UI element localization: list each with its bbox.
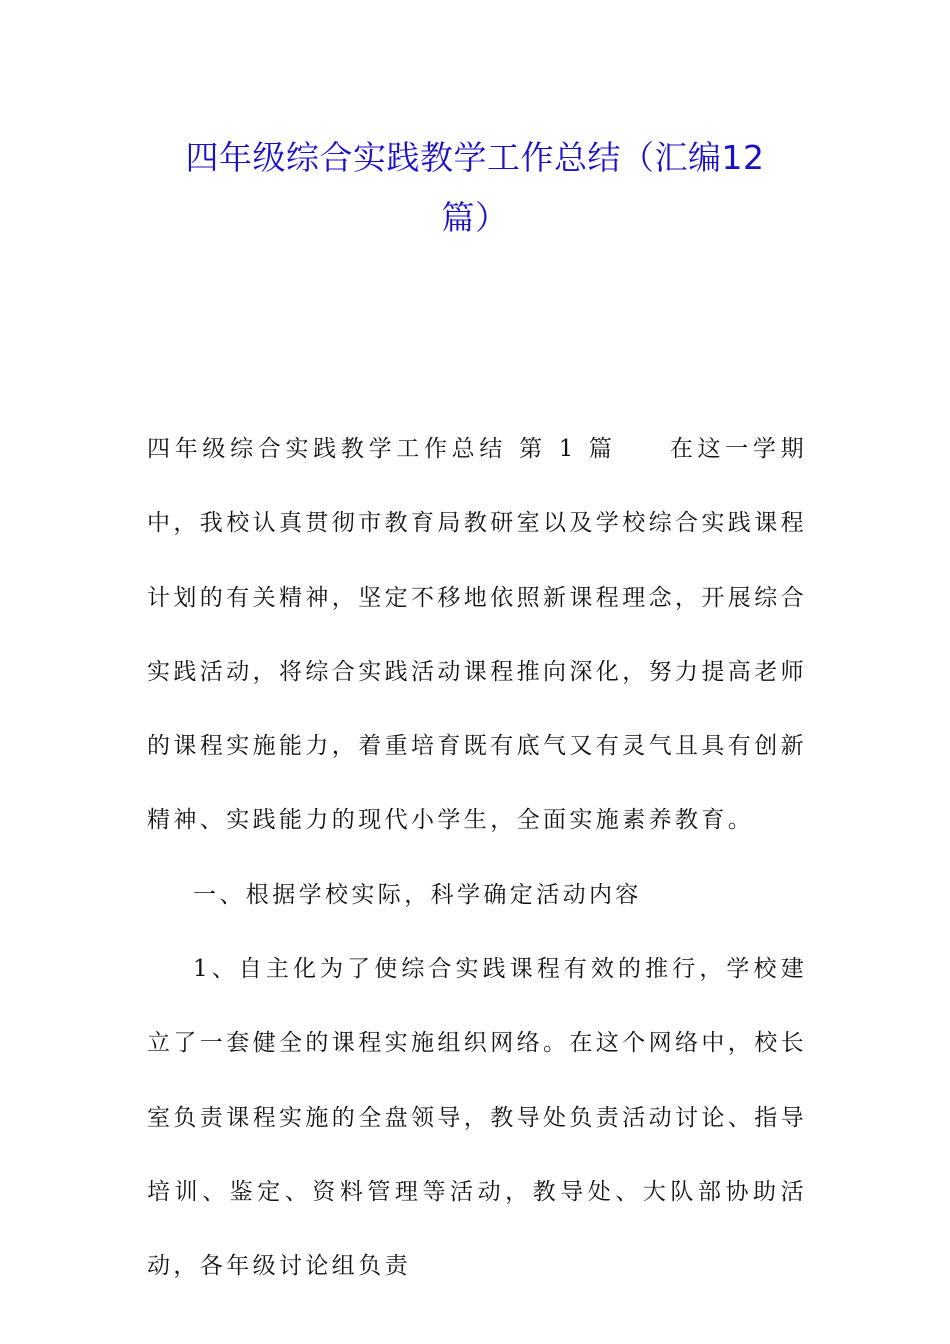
paragraph-1 bbox=[147, 412, 807, 858]
heading-1: 一、根据学校实际，科学确定活动内容 bbox=[193, 881, 642, 908]
title-line-2: 篇） bbox=[441, 198, 509, 237]
paragraph-1-text: 在这一学期中，我校认真贯彻市教育局教研室以及学校综合实践课程计划的有关精神，坚定不移地依照新课程理念，开展综合实践活动，将综合实践活动课程推向深化，努力提高老师的课程实施能力，着重培育既有底气又有灵气且具有创新精神、实践能力的现代小学生，全面实施素养教育。 bbox=[147, 436, 807, 834]
document-title bbox=[150, 128, 800, 248]
title-line-1: 四年级综合实践教学工作总结（汇编12 bbox=[185, 138, 765, 177]
section-label: 四年级综合实践教学工作总结 第 1 篇 bbox=[147, 436, 617, 462]
document-body bbox=[147, 412, 807, 1304]
paragraph-2: 1、自主化为了使综合实践课程有效的推行，学校建立了一套健全的课程实施组织网络。在这个网络中，校长室负责课程实施的全盘领导，教导处负责活动讨论、指导培训、鉴定、资料管理等活动，教导处、大队部协助活动，各年级讨论组负责 bbox=[147, 956, 807, 1280]
